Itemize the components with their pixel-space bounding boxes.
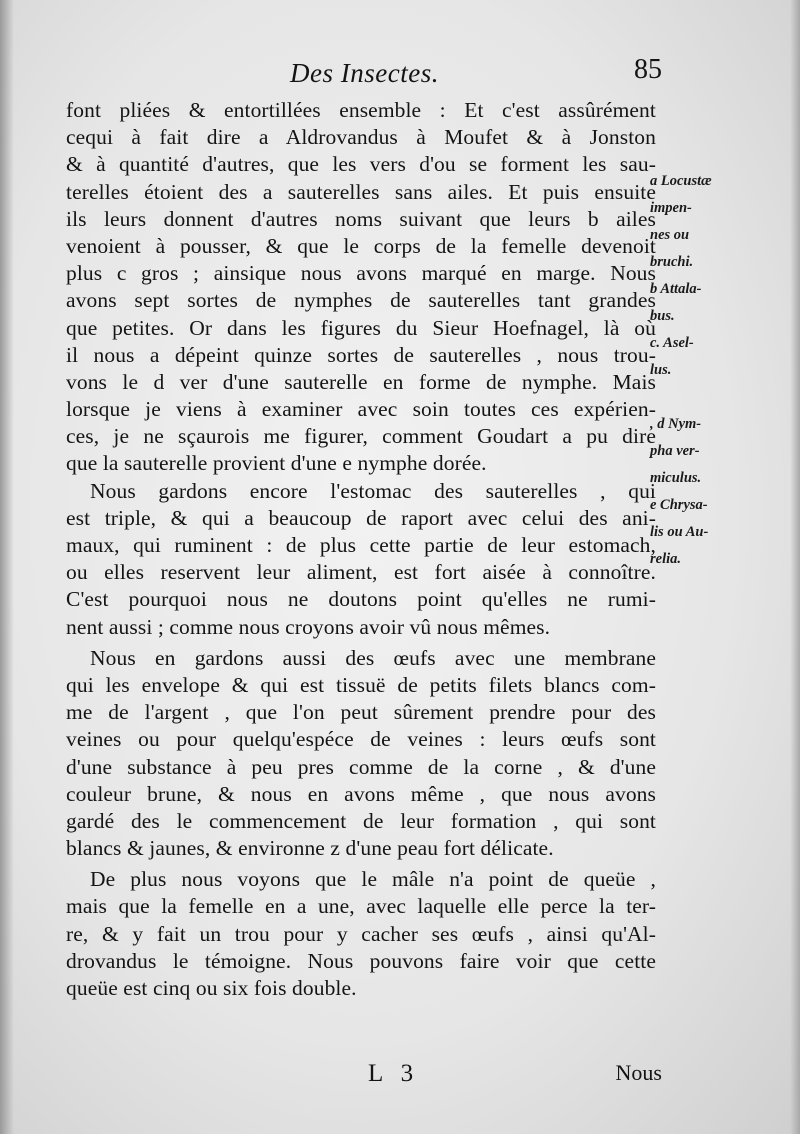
text-line: maux, qui ruminent : de plus cette partie de leur estomach,	[66, 533, 656, 557]
margin-note: , d Nym-	[650, 416, 702, 432]
text-line: plus c gros ; ainsique nous avons marqué en marge. Nous	[66, 261, 656, 286]
running-title: Des Insectes.	[290, 58, 439, 88]
margin-note: impen-	[650, 200, 692, 216]
text-line: lorsque je viens à examiner avec soin toutes ces expérien-	[66, 397, 656, 422]
margin-note: bus.	[650, 308, 675, 324]
text-line: font pliées & entortillées ensemble : Et c'est assûrément	[66, 98, 656, 122]
text-line: blancs & jaunes, & environne z d'une peau fort délicate.	[66, 836, 554, 861]
margin-note	[650, 384, 780, 411]
text-line: d'une substance à peu pres comme de la corne , & d'une	[66, 754, 656, 779]
text-line: qui les envelope & qui est tissuë de petits filets blancs com-	[66, 672, 656, 697]
margin-note: a Locustæ	[650, 173, 712, 189]
paragraph-start-line: Nous gardons encore l'estomac des sauterelles , qui	[90, 478, 656, 503]
text-line: & à quantité d'autres, que les vers d'ou se forment les sau-	[66, 152, 656, 177]
text-line: C'est pourquoi nous ne doutons point qu'elles ne rumi-	[66, 587, 656, 612]
margin-note: lis ou Au-	[650, 524, 709, 540]
text-line: queüe est cinq ou six fois double.	[66, 976, 357, 1000]
margin-note: lus.	[650, 362, 672, 378]
paragraph-start-line: Nous en gardons aussi des œufs avec une membrane	[90, 645, 656, 670]
margin-note: c. Asel-	[650, 335, 694, 351]
margin-notes	[650, 168, 780, 573]
page-header	[70, 54, 670, 92]
signature-mark: L 3	[368, 1060, 420, 1087]
text-line: veines ou pour quelqu'espéce de veines : leurs œufs sont	[66, 727, 656, 752]
paragraph-start-line: De plus nous voyons que le mâle n'a point de queüe ,	[90, 867, 656, 892]
text-line: que la sauterelle provient d'une e nymphe dorée.	[66, 451, 487, 476]
margin-note: bruchi.	[650, 254, 694, 270]
page-edge-shadow-left	[0, 0, 14, 1134]
margin-note: b Attala-	[650, 281, 702, 297]
text-line: nent aussi ; comme nous croyons avoir vû nous mêmes.	[66, 614, 551, 639]
text-line: il nous a dépeint quinze sortes de sauterelles , nous trou-	[66, 342, 656, 367]
margin-note: nes ou	[650, 227, 690, 243]
text-line: vons le d ver d'une sauterelle en forme de nymphe. Mais	[66, 369, 656, 394]
text-line: ils leurs donnent d'autres noms suivant que leurs b ailes	[66, 206, 656, 231]
margin-note: pha ver-	[650, 443, 700, 459]
page-number: 85	[634, 54, 662, 85]
margin-note: relia.	[650, 551, 682, 567]
page-edge-shadow-right	[790, 0, 800, 1134]
text-line: que petites. Or dans les figures du Sieur Hoefnagel, là où	[66, 315, 656, 340]
margin-note: e Chrysa-	[650, 497, 708, 513]
text-line: me de l'argent , que l'on peut sûrement prendre pour des	[66, 700, 656, 725]
text-line: mais que la femelle en a une, avec laquelle elle perce la ter-	[66, 894, 656, 919]
margin-note: miculus.	[650, 470, 702, 486]
body-text	[66, 97, 656, 1002]
text-line: cequi à fait dire a Aldrovandus à Moufet & à Jonston	[66, 125, 656, 150]
text-line: drovandus le témoigne. Nous pouvons faire voir que cette	[66, 948, 656, 973]
text-line: venoient à pousser, & que le corps de la femelle devenoit	[66, 233, 656, 258]
text-line: couleur brune, & nous en avons même , que nous avons	[66, 781, 656, 806]
text-line: ou elles reservent leur aliment, est fort aisée à connoître.	[66, 560, 656, 585]
page-footer	[66, 1060, 662, 1100]
text-line: avons sept sortes de nymphes de sauterelles tant grandes	[66, 288, 656, 313]
text-line: terelles étoient des a sauterelles sans ailes. Et puis ensuite	[66, 179, 656, 204]
text-line: est triple, & qui a beaucoup de raport avec celui des ani-	[66, 505, 656, 530]
text-line: re, & y fait un trou pour y cacher ses œufs , ainsi qu'Al-	[66, 921, 656, 946]
catchword: Nous	[615, 1060, 662, 1085]
text-line: gardé des le commencement de leur formation , qui sont	[66, 808, 656, 833]
text-line: ces, je ne sçaurois me figurer, comment Goudart a pu dire	[66, 424, 656, 449]
